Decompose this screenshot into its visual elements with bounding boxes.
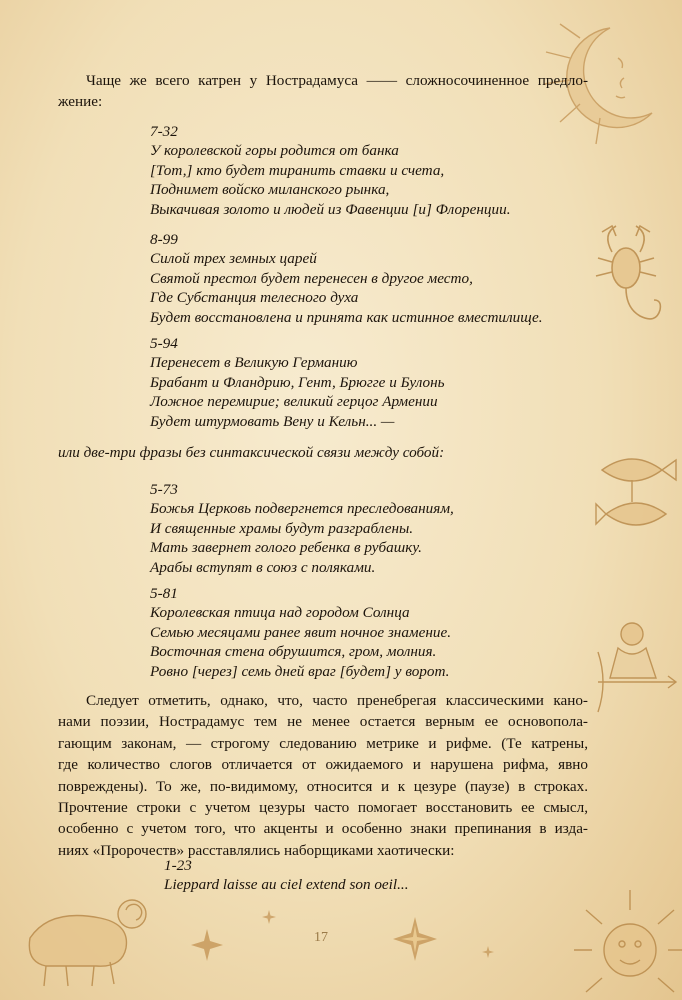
quatrain-line: Арабы вступят в союз с поляками. bbox=[150, 558, 376, 576]
quatrain-number: 7-32 bbox=[150, 123, 178, 140]
paragraph-line: ниях «Пророчеств» расставлялись наборщиками хаотически: bbox=[58, 841, 455, 859]
ram-icon bbox=[10, 888, 160, 988]
quatrain-line: Брабант и Фландрию, Гент, Брюгге и Булонь bbox=[150, 373, 445, 391]
quatrain-number: 5-81 bbox=[150, 585, 178, 602]
star-icon bbox=[190, 928, 224, 962]
paragraph-line: Прочтение строки с учетом цезуры часто помогает восстановить ее смысл, bbox=[58, 799, 588, 817]
quatrain-line: У королевской горы родится от банка bbox=[150, 142, 399, 160]
quatrain-line: Восточная стена обрушится, гром, молния. bbox=[150, 643, 437, 661]
quatrain-line: Семью месяцами ранее явит ночное знамение. bbox=[150, 623, 452, 641]
quatrain-line: Королевская птица над городом Солнца bbox=[150, 604, 410, 622]
quatrain-line: Где Субстанция телесного духа bbox=[150, 289, 359, 307]
quatrain-line: Святой престол будет перенесен в другое место, bbox=[150, 269, 473, 287]
quatrain bbox=[150, 584, 451, 681]
quatrain-line: Будет штурмовать Вену и Кельн... — bbox=[150, 412, 395, 430]
intro-line: Чаще же всего катрен у Нострадамуса —— сложносочиненное предло- bbox=[86, 72, 588, 89]
quatrain-line: Выкачивая золото и людей из Фавенции [и] Флоренции. bbox=[150, 200, 511, 218]
quatrain bbox=[150, 334, 445, 431]
sagittarius-archer-icon bbox=[588, 612, 682, 722]
quatrain bbox=[150, 122, 511, 219]
quatrain-line: Силой трех земных царей bbox=[150, 250, 317, 268]
quatrain-line: Ровно [через] семь дней враг [будет] у ворот. bbox=[150, 662, 450, 680]
page-number: 17 bbox=[314, 930, 328, 945]
quatrain-line: Перенесет в Великую Германию bbox=[150, 354, 358, 372]
sun-face-icon bbox=[570, 880, 682, 1000]
quatrain-line: Мать завернет голого ребенка в рубашку. bbox=[150, 539, 422, 557]
paragraph-line: нами поэзии, Нострадамус тем не менее остается верным ее основопола- bbox=[58, 713, 588, 731]
paragraph-line: где количество слогов отличается от ожидаемого и нарушена рифма, явно bbox=[58, 756, 588, 774]
quatrain-line: И священные храмы будут разграблены. bbox=[150, 519, 414, 537]
quatrain-line: Божья Церковь подвергнется преследованиям, bbox=[150, 500, 454, 518]
paragraph-line: Следует отметить, однако, что, часто пренебрегая классическими кано- bbox=[86, 692, 588, 709]
quatrain-number: 1-23 bbox=[164, 857, 192, 874]
quatrain-line: [Тот,] кто будет тиранить ставки и счета, bbox=[150, 161, 445, 179]
quatrain bbox=[150, 480, 454, 577]
small-star-icon bbox=[482, 946, 494, 958]
quatrain-line: Поднимет войско миланского рынка, bbox=[150, 181, 390, 199]
quatrain-line: Ложное перемирие; великий герцог Армении bbox=[150, 393, 438, 411]
quatrain-number: 5-73 bbox=[150, 481, 178, 498]
quatrain-line: Lieppard laisse au ciel extend son oeil... bbox=[164, 876, 409, 894]
scorpion-icon bbox=[588, 218, 678, 338]
small-star-icon bbox=[262, 910, 276, 924]
paragraph-line: гающим законам, — строгому следованию метрике и рифме. (Те катрены, bbox=[58, 734, 588, 752]
quatrain bbox=[164, 856, 409, 895]
quatrain-number: 5-94 bbox=[150, 335, 178, 352]
closing-paragraph bbox=[58, 690, 588, 861]
star-icon bbox=[392, 916, 438, 962]
quatrain-line: Будет восстановлена и принята как истинное вместилище. bbox=[150, 308, 543, 326]
quatrain bbox=[150, 230, 543, 327]
transition-text: или две-три фразы без синтаксической связи между собой: bbox=[58, 444, 445, 461]
quatrain-number: 8-99 bbox=[150, 231, 178, 248]
fish-constellation-icon bbox=[592, 440, 682, 550]
intro-line: жение: bbox=[58, 93, 103, 111]
paragraph-line: особенно с учетом того, что акценты и особенно знаки препинания в изда- bbox=[58, 820, 588, 838]
intro-paragraph bbox=[58, 70, 588, 113]
paragraph-line: повреждены). То же, по-видимому, относится и к цезуре (паузе) в строках. bbox=[58, 777, 588, 795]
